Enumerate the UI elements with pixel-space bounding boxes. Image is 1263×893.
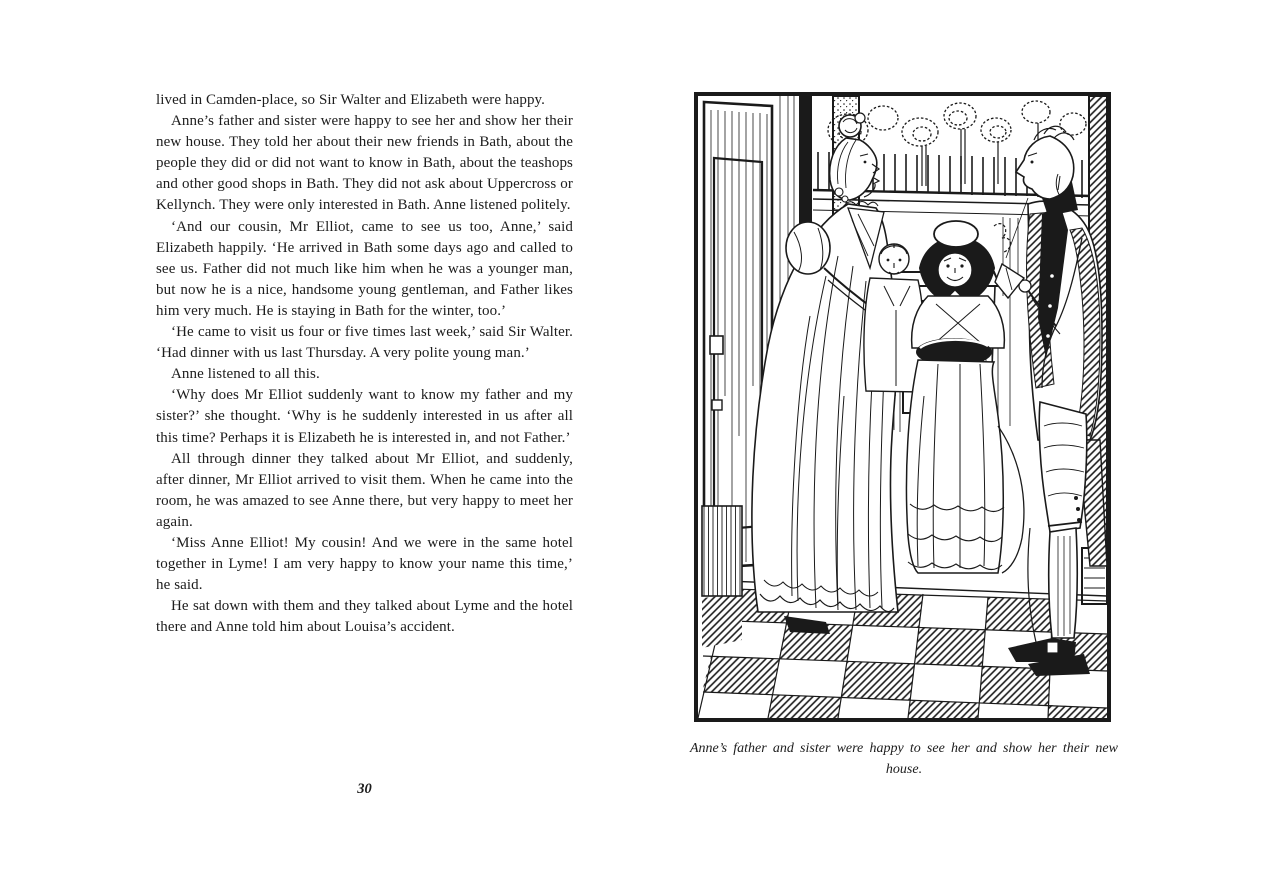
paragraph: Anne listened to all this. — [171, 366, 320, 383]
page-number: 30 — [357, 781, 372, 797]
paragraph: ‘He came to visit us four or five times last week,’ said Sir Walter. ‘Had dinner with us last Thursday. A very polite young man.’ — [156, 324, 573, 362]
paragraph: ‘Why does Mr Elliot suddenly want to know my father and my sister?’ she thought. ‘Why is he suddenly interested in us after all this time? Perhaps it is Elizabeth he is interested in, and not Father.’ — [156, 387, 573, 446]
illustration-frame — [694, 92, 1111, 722]
illustration — [698, 96, 1107, 718]
illustration-caption: Anne’s father and sister were happy to see her and show her their new house. — [690, 741, 1118, 777]
paragraph: Anne’s father and sister were happy to see her and show her their new house. They told her about their new friends in Bath, about the people they did or did not want to know in Bath, about the teashops and other good shops in Bath. They did not ask about Uppercross or Kellynch. They were only interested in Bath. Anne listened politely. — [156, 113, 573, 214]
paragraph: lived in Camden-place, so Sir Walter and Elizabeth were happy. — [156, 92, 546, 108]
paragraph: He sat down with them and they talked about Lyme and the hotel there and Anne told him about Louisa’s accident. — [156, 598, 573, 636]
paragraph: ‘Miss Anne Elliot! My cousin! And we were in the same hotel together in Lyme! I am very happy to know your name this time,’ he said. — [156, 534, 573, 594]
paragraph: All through dinner they talked about Mr Elliot, and suddenly, after dinner, Mr Elliot arrived to visit them. When he came into the room, he was amazed to see Anne there, but very happy to meet her again. — [156, 450, 573, 530]
left-page-text — [156, 90, 573, 638]
paragraph: ‘And our cousin, Mr Elliot, came to see us too, Anne,’ said Elizabeth happily. ‘He arrived in Bath some days ago and called to see us. Father did not much like him when he was a younger man, but now he is a nice, handsome young gentleman, and Father likes him very much. He is staying in Bath for the winter, too.’ — [156, 218, 573, 319]
